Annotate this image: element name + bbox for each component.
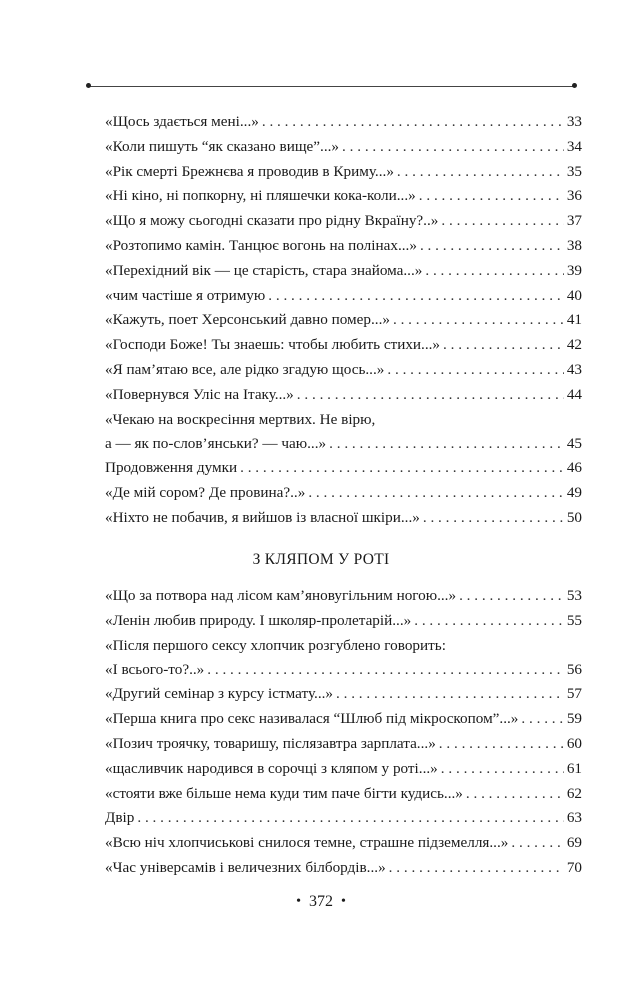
toc-entry[interactable]	[105, 110, 582, 134]
toc-entry-page: 61	[566, 759, 582, 777]
toc-entry-title: «Повернувся Уліс на Ітаку...»	[105, 385, 294, 403]
toc-entry-title-continued: «І всього-то?..»	[105, 660, 205, 678]
toc-entry-title: «Де мій сором? Де провина?..»	[105, 484, 306, 502]
toc-entry-title: «щасливчик народився в сорочці з кляпом у роті...»	[105, 759, 438, 777]
toc-entry-page: 38	[566, 236, 582, 254]
dot-leader	[459, 584, 564, 608]
toc-entry-page: 42	[566, 336, 582, 354]
footer-bullet-left: •	[296, 894, 301, 909]
toc-entry[interactable]	[105, 856, 582, 880]
toc-entry-page: 55	[566, 611, 582, 629]
rule-left-dot	[86, 83, 91, 88]
toc-entry[interactable]	[105, 209, 582, 233]
dot-leader	[420, 234, 564, 258]
toc-entry-title: «Перехідний вік — це старість, стара знайома...»	[105, 261, 423, 279]
toc-entry-title: «Другий семінар з курсу істмату...»	[105, 685, 334, 703]
dot-leader	[308, 481, 564, 505]
toc-entry[interactable]	[105, 135, 582, 159]
toc-entry-page: 50	[566, 508, 582, 526]
toc-entry-title: «Що за потвора над лісом кам’яновугільним ногою...»	[105, 587, 457, 604]
toc-entry[interactable]	[105, 408, 582, 456]
toc-entry[interactable]	[105, 831, 582, 855]
dot-leader	[389, 856, 564, 880]
toc-entry-title: «Кажуть, поет Херсонський давно помер...»	[105, 311, 390, 329]
toc-entry-page: 70	[566, 858, 582, 876]
toc-entry-title: «Ленін любив природу. І школяр-пролетарій...»	[105, 611, 412, 629]
toc-entry[interactable]	[105, 634, 582, 682]
toc-entry-title: «Ні кіно, ні попкорну, ні пляшечки кока-коли...»	[105, 187, 416, 205]
toc-entry[interactable]	[105, 707, 582, 731]
page-number: 372	[309, 893, 333, 910]
dot-leader	[137, 806, 563, 830]
toc-entry-page: 33	[566, 113, 582, 130]
dot-leader	[297, 383, 564, 407]
toc-entry-page: 46	[566, 459, 582, 477]
toc-entry[interactable]	[105, 481, 582, 505]
toc-entry[interactable]	[105, 732, 582, 756]
toc-entry[interactable]	[105, 308, 582, 332]
dot-leader	[423, 506, 564, 530]
toc-entry-page: 40	[566, 286, 582, 304]
toc-entry-page: 37	[566, 212, 582, 230]
toc-entry-title: «Коли пишуть “як сказано вище”...»	[105, 137, 340, 155]
dot-leader	[466, 782, 564, 806]
toc-entry[interactable]	[105, 609, 582, 633]
dot-leader	[393, 308, 564, 332]
dot-leader	[207, 658, 564, 682]
toc-entry[interactable]	[105, 506, 582, 530]
page-footer	[0, 893, 642, 911]
dot-leader	[262, 110, 564, 134]
toc-entry-page: 39	[566, 261, 582, 279]
toc-entry-page: 56	[566, 660, 582, 678]
toc-entry-title: «Розтопимо камін. Танцює вогонь на полінах...»	[105, 236, 417, 254]
rule-right-dot	[572, 83, 577, 88]
dot-leader	[397, 160, 564, 184]
toc-entry[interactable]	[105, 584, 582, 608]
toc-entry-page: 36	[566, 187, 582, 205]
toc-entry-page: 57	[566, 685, 582, 703]
toc-entry-page: 49	[566, 484, 582, 502]
toc-entry-title: «Час універсамів і величезних білбордів...»	[105, 858, 386, 876]
toc-entry-page: 45	[566, 434, 582, 452]
dot-leader	[414, 609, 564, 633]
dot-leader	[268, 284, 564, 308]
toc-entry[interactable]	[105, 259, 582, 283]
top-rule	[88, 86, 574, 87]
toc-entry-title: «Рік смерті Брежнєва я проводив в Криму...»	[105, 162, 394, 180]
toc-entry[interactable]	[105, 456, 582, 480]
toc-entry-page: 53	[566, 587, 582, 604]
toc-entry-title: «Ніхто не побачив, я вийшов із власної шкіри...»	[105, 508, 420, 526]
dot-leader	[511, 831, 563, 855]
toc-entry-page: 62	[566, 784, 582, 802]
toc-entry-title: «Всю ніч хлопчиськові снилося темне, страшне підземелля...»	[105, 834, 509, 852]
dot-leader	[439, 732, 564, 756]
section-heading: З КЛЯПОМ У РОТІ	[252, 551, 390, 568]
toc-entry[interactable]	[105, 184, 582, 208]
dot-leader	[425, 259, 563, 283]
dot-leader	[329, 432, 564, 456]
toc-entry[interactable]	[105, 682, 582, 706]
toc-entry[interactable]	[105, 284, 582, 308]
toc-entry-title: «Щось здається мені...»	[105, 113, 259, 130]
toc-entry-title: «Господи Боже! Ты знаешь: чтобы любить стихи...»	[105, 336, 441, 354]
toc-entry-title: «стояти вже більше нема куди тим паче бігти кудись...»	[105, 784, 463, 802]
toc-entry-title: Двір	[105, 809, 135, 827]
dot-leader	[419, 184, 564, 208]
toc-entry-page: 41	[566, 311, 582, 329]
dot-leader	[387, 358, 563, 382]
dot-leader	[443, 333, 564, 357]
toc-entry[interactable]	[105, 358, 582, 382]
toc-entry-title: «чим частіше я отримую	[105, 286, 266, 304]
toc-entry-page: 44	[566, 385, 582, 403]
toc-entry-page: 59	[566, 710, 582, 728]
toc-entry[interactable]	[105, 806, 582, 830]
dot-leader	[240, 456, 564, 480]
toc-entry-page: 34	[566, 137, 582, 155]
toc-entry-title: «Перша книга про секс називалася “Шлюб під мікроскопом”...»	[105, 710, 519, 728]
toc-entry-page: 35	[566, 162, 582, 180]
toc-entry-title: Продовження думки	[105, 459, 238, 477]
toc-entry-title: «Позич троячку, товаришу, післязавтра зарплата...»	[105, 734, 436, 752]
toc-entry[interactable]	[105, 383, 582, 407]
toc-entry[interactable]	[105, 757, 582, 781]
toc-entry-title: «Що я можу сьогодні сказати про рідну Вкраїну?..»	[105, 212, 439, 230]
footer-bullet-right: •	[341, 894, 346, 909]
toc-list-second	[105, 584, 582, 881]
toc-entry-title: «Я пам’ятаю все, але рідко згадую щось...»	[105, 360, 385, 378]
toc-entry-title-continued: а — як по-слов’янськи? — чаю...»	[105, 434, 327, 452]
toc-entry-title: «Після першого сексу хлопчик розгублено говорить:	[105, 636, 446, 654]
dot-leader	[441, 757, 564, 781]
dot-leader	[336, 682, 564, 706]
toc-entry-page: 60	[566, 734, 582, 752]
toc-entry-page: 63	[566, 809, 582, 827]
dot-leader	[342, 135, 564, 159]
toc-entry[interactable]	[105, 234, 582, 258]
toc-entry-page: 69	[566, 834, 582, 852]
toc-list-first	[105, 110, 582, 531]
toc-entry[interactable]	[105, 782, 582, 806]
toc-entry[interactable]	[105, 333, 582, 357]
toc-entry-page: 43	[566, 360, 582, 378]
toc-entry-title: «Чекаю на воскресіння мертвих. Не вірю,	[105, 410, 376, 428]
dot-leader	[441, 209, 563, 233]
toc-entry[interactable]	[105, 160, 582, 184]
dot-leader	[521, 707, 563, 731]
